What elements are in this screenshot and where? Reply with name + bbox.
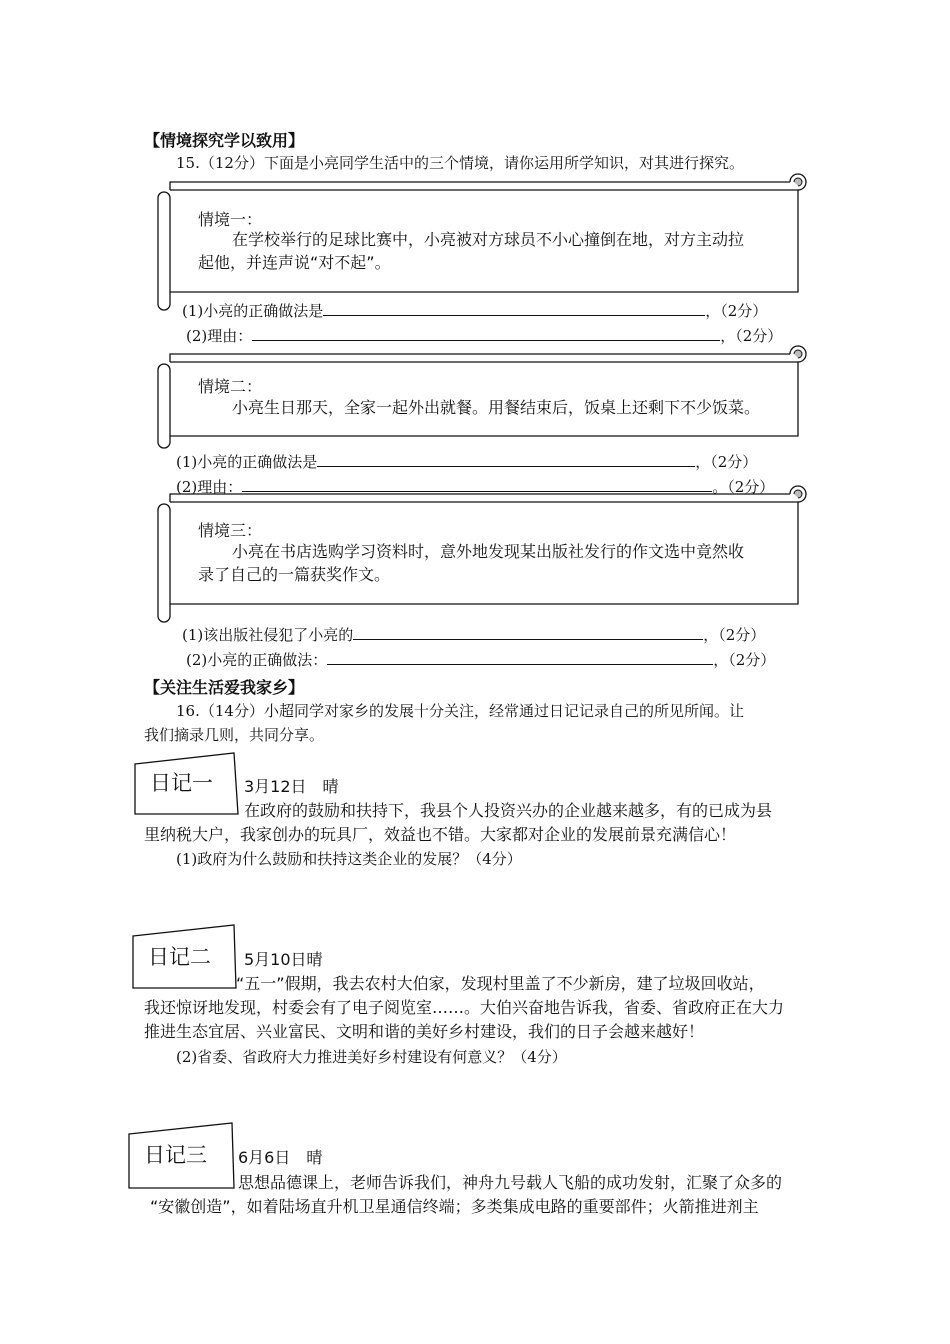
scene3-text-line1: 小亮在书店选购学习资料时，意外地发现某出版社发行的作文选中竟然收	[232, 542, 745, 561]
diary2-line3: 推进生态宜居、兴业富民、文明和谐的美好乡村建设，我们的日子会越来越好！	[144, 1022, 705, 1041]
section-title-1: 【情境探究学以致用】	[144, 131, 305, 150]
scene1-answer-1	[182, 300, 767, 321]
answer-label: (2)理由：	[176, 478, 243, 496]
scene2-answer-1	[176, 451, 757, 472]
scene3-text-line2: 录了自己的一篇获奖作文。	[198, 565, 391, 584]
diary2-label: 日记二	[148, 945, 211, 969]
diary1-date: 3月12日 晴	[244, 777, 339, 796]
diary3-line1: 思想品德课上，老师告诉我们，神舟九号载人飞船的成功发射，汇聚了众多的	[238, 1173, 783, 1192]
answer-blank[interactable]	[323, 301, 705, 316]
scene1-text-line2: 起他，并连声说“对不起”。	[198, 253, 391, 272]
answer-points: ，（2分）	[703, 626, 766, 644]
question-15-stem: 15.（12分）下面是小亮同学生活中的三个情境，请你运用所学知识，对其进行探究。	[176, 154, 744, 172]
answer-points: ，（2分）	[705, 302, 768, 320]
diary2-question: (2)省委、省政府大力推进美好乡村建设有何意义？（4分）	[176, 1048, 567, 1066]
answer-label: (2)理由：	[186, 327, 253, 345]
answer-points: ，（2分）	[720, 327, 783, 345]
answer-blank[interactable]	[252, 326, 720, 341]
section-title-2: 【关注生活爱我家乡】	[144, 678, 305, 697]
scene3-answer-1	[182, 624, 765, 645]
answer-blank[interactable]	[317, 452, 695, 467]
scene1-answer-2	[186, 325, 782, 346]
diary2-line2: 我还惊讶地发现，村委会有了电子阅览室……。大伯兴奋地告诉我，省委、省政府正在大力	[144, 998, 785, 1017]
diary3-label: 日记三	[144, 1143, 207, 1167]
diary1-line1: 在政府的鼓励和扶持下，我县个人投资兴办的企业越来越多，有的已成为县	[244, 801, 773, 820]
diary2-line1: “五一”假期，我去农村大伯家，发现村里盖了不少新房，建了垃圾回收站，	[236, 974, 765, 993]
answer-label: (1)小亮的正确做法是	[176, 453, 318, 471]
scene1-title: 情境一：	[198, 210, 263, 229]
answer-points: 。（2分）	[712, 478, 775, 496]
question-16-stem-line1: 16.（14分）小超同学对家乡的发展十分关注，经常通过日记记录自己的所见所闻。让	[176, 702, 744, 720]
diary1-line2: 里纳税大户，我家创办的玩具厂，效益也不错。大家都对企业的发展前景充满信心！	[144, 825, 737, 844]
answer-points: ，（2分）	[713, 651, 776, 669]
diary3-line2: “安徽创造”，如着陆场直升机卫星通信终端；多类集成电路的重要部件；火箭推进剂主	[150, 1197, 759, 1216]
scene1-text-line1: 在学校举行的足球比赛中，小亮被对方球员不小心撞倒在地，对方主动拉	[232, 230, 745, 249]
answer-points: ，（2分）	[695, 453, 758, 471]
answer-label: (1)该出版社侵犯了小亮的	[182, 626, 354, 644]
scene2-title: 情境二：	[198, 377, 263, 396]
scene3-title: 情境三：	[198, 521, 263, 540]
diary1-label: 日记一	[150, 771, 213, 795]
answer-blank[interactable]	[327, 650, 713, 665]
answer-label: (1)小亮的正确做法是	[182, 302, 324, 320]
question-16-stem-line2: 我们摘录几则，共同分享。	[144, 726, 325, 744]
diary2-date: 5月10日晴	[244, 950, 323, 969]
diary3-date: 6月6日 晴	[238, 1148, 323, 1167]
diary1-question: (1)政府为什么鼓励和扶持这类企业的发展？（4分）	[176, 850, 522, 868]
scene2-text-line1: 小亮生日那天，全家一起外出就餐。用餐结束后，饭桌上还剩下不少饭菜。	[232, 398, 761, 417]
answer-blank[interactable]	[353, 625, 703, 640]
scene3-answer-2	[186, 649, 775, 670]
answer-label: (2)小亮的正确做法：	[186, 651, 328, 669]
